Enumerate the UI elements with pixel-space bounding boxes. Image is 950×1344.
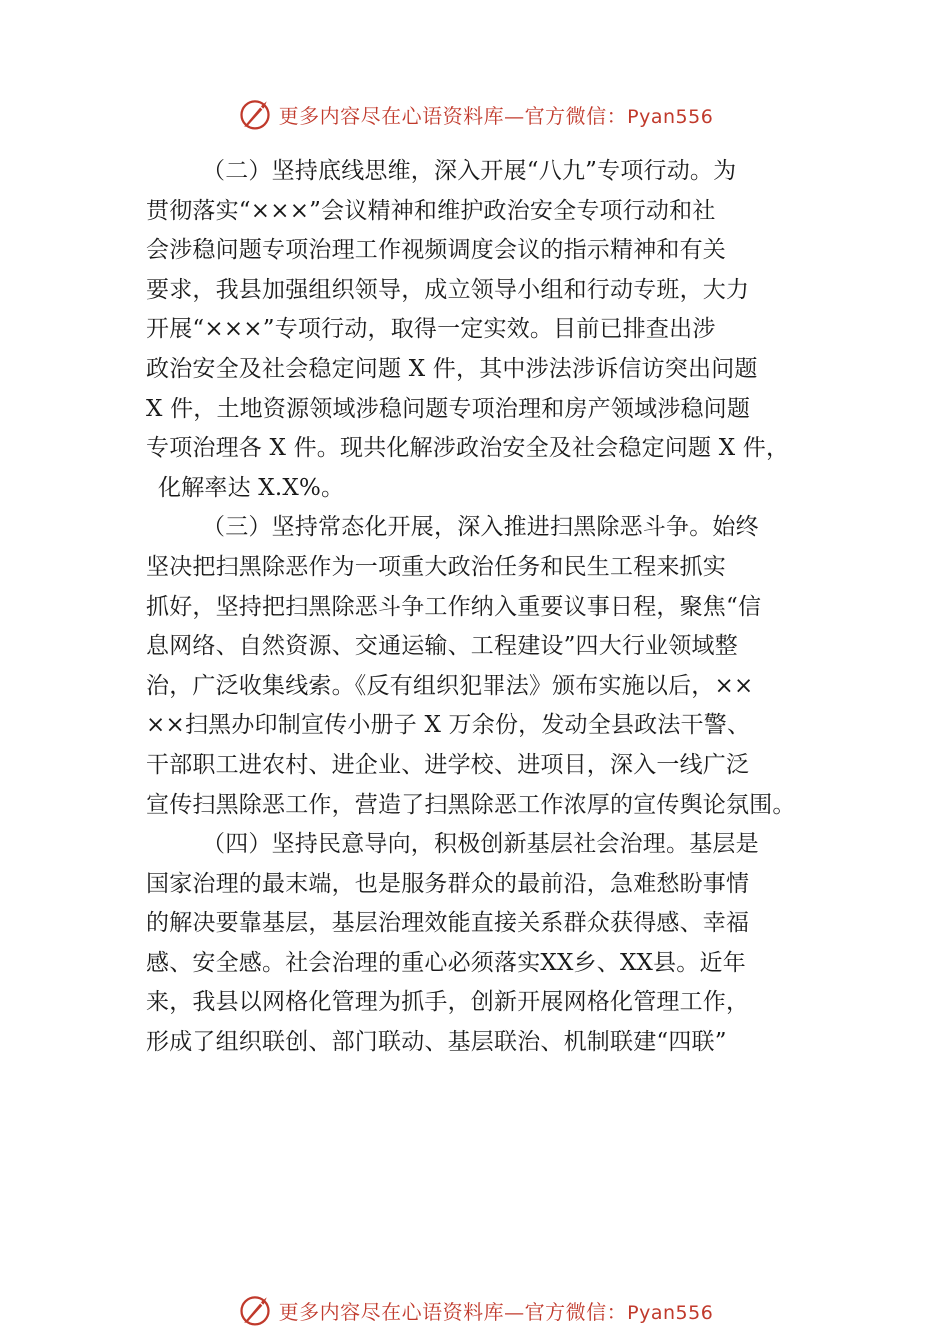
paragraph-line: 感、安全感。社会治理的重心必须落实XX乡、XX县。近年 xyxy=(146,949,746,976)
paragraph-line: 国家治理的最末端，也是服务群众的最前沿，急难愁盼事情 xyxy=(146,870,750,897)
paragraph-line: 抓好，坚持把扫黑除恶斗争工作纳入重要议事日程，聚焦“信 xyxy=(146,593,762,620)
paragraph-line: 的解决要靠基层，基层治理效能直接关系群众获得感、幸福 xyxy=(146,910,750,937)
paragraph-line: 坚决把扫黑除恶作为一项重大政治任务和民生工程来抓实 xyxy=(146,553,726,580)
paragraph-line: 息网络、自然资源、交通运输、工程建设”四大行业领域整 xyxy=(146,633,738,660)
footer-wechat-id: Pyan556 xyxy=(627,1301,714,1324)
paragraph-line: （二）坚持底线思维，深入开展“八九”专项行动。为 xyxy=(202,158,737,184)
paragraph-line: 贯彻落实“×××”会议精神和维护政治安全专项行动和社 xyxy=(146,197,716,224)
paragraph-line: 宣传扫黑除恶工作，营造了扫黑除恶工作浓厚的宣传舆论氛围。 xyxy=(146,791,796,818)
footer-banner-text: 更多内容尽在心语资料库—官方微信：Pyan556 xyxy=(278,1299,714,1324)
paragraph-line: 形成了组织联创、部门联动、基层联治、机制联建“四联” xyxy=(146,1029,727,1056)
paragraph-line: 要求，我县加强组织领导，成立领导小组和行动专班，大力 xyxy=(146,276,750,303)
paragraph-line: 政治安全及社会稳定问题 X 件，其中涉法涉诉信访突出问题 xyxy=(146,355,758,382)
paragraph-line: 开展“×××”专项行动，取得一定实效。目前已排查出涉 xyxy=(146,316,716,343)
paragraph-line: 来，我县以网格化管理为抓手，创新开展网格化管理工作， xyxy=(146,989,750,1016)
header-banner xyxy=(0,94,950,134)
paragraph-line: ××扫黑办印制宣传小册子 X 万余份，发动全县政法干警、 xyxy=(146,712,751,739)
paragraph-line: （四）坚持民意导向，积极创新基层社会治理。基层是 xyxy=(202,831,759,858)
paragraph-line: 会涉稳问题专项治理工作视频调度会议的指示精神和有关 xyxy=(146,237,726,264)
paragraph-line: 治，广泛收集线索。《反有组织犯罪法》颁布实施以后，×× xyxy=(146,672,754,699)
header-wechat-id: Pyan556 xyxy=(627,105,714,128)
document-body xyxy=(146,152,838,1063)
paragraph-line: 干部职工进农村、进企业、进学校、进项目，深入一线广泛 xyxy=(146,751,750,778)
paragraph-line: X 件，土地资源领域涉稳问题专项治理和房产领域涉稳问题 xyxy=(146,395,751,422)
paragraph-line: 专项治理各 X 件。现共化解涉政治安全及社会稳定问题 X 件， xyxy=(146,435,790,462)
header-banner-text: 更多内容尽在心语资料库—官方微信：Pyan556 xyxy=(278,103,714,128)
paragraph-line: （三）坚持常态化开展，深入推进扫黑除恶斗争。始终 xyxy=(202,514,759,541)
pen-seal-logo-icon xyxy=(237,96,273,132)
paragraph-line: 化解率达 X.X%。 xyxy=(158,474,345,501)
footer-banner xyxy=(0,1290,950,1330)
pen-seal-logo-icon xyxy=(237,1292,273,1328)
